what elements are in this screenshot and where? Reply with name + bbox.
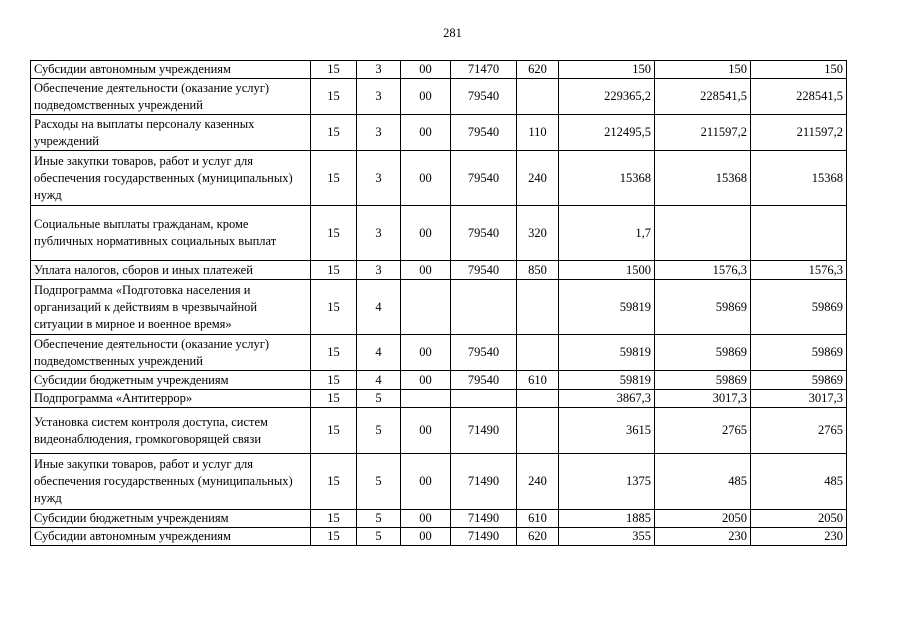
amount-year-3: 211597,2 — [751, 115, 847, 151]
code-target: 79540 — [451, 79, 517, 115]
table-row — [31, 115, 847, 151]
code-section: 4 — [357, 371, 401, 390]
amount-year-2: 485 — [655, 454, 751, 510]
table-row — [31, 528, 847, 546]
code-subsection: 00 — [401, 206, 451, 261]
code-target — [451, 280, 517, 335]
budget-table — [30, 60, 847, 546]
row-name: Обеспечение деятельности (оказание услуг) подведомственных учреждений — [31, 79, 311, 115]
code-ministry: 15 — [311, 335, 357, 371]
table-row — [31, 510, 847, 528]
table-row — [31, 454, 847, 510]
amount-year-3: 485 — [751, 454, 847, 510]
code-expense-type: 320 — [517, 206, 559, 261]
code-target: 71490 — [451, 408, 517, 454]
code-subsection — [401, 390, 451, 408]
amount-year-1: 355 — [559, 528, 655, 546]
code-section: 5 — [357, 408, 401, 454]
amount-year-2: 150 — [655, 61, 751, 79]
amount-year-1: 1500 — [559, 261, 655, 280]
amount-year-1: 1885 — [559, 510, 655, 528]
code-target: 79540 — [451, 371, 517, 390]
code-subsection: 00 — [401, 115, 451, 151]
code-target: 71490 — [451, 528, 517, 546]
row-name: Обеспечение деятельности (оказание услуг) подведомственных учреждений — [31, 335, 311, 371]
amount-year-1: 3615 — [559, 408, 655, 454]
amount-year-3: 150 — [751, 61, 847, 79]
code-subsection — [401, 280, 451, 335]
code-subsection: 00 — [401, 528, 451, 546]
code-section: 5 — [357, 390, 401, 408]
row-name: Подпрограмма «Подготовка населения и организаций к действиям в чрезвычайной ситуации в мирное и военное время» — [31, 280, 311, 335]
code-section: 3 — [357, 206, 401, 261]
amount-year-3: 3017,3 — [751, 390, 847, 408]
amount-year-3: 1576,3 — [751, 261, 847, 280]
amount-year-3: 228541,5 — [751, 79, 847, 115]
amount-year-1: 59819 — [559, 280, 655, 335]
code-subsection: 00 — [401, 454, 451, 510]
code-expense-type — [517, 79, 559, 115]
amount-year-1: 229365,2 — [559, 79, 655, 115]
code-ministry: 15 — [311, 390, 357, 408]
amount-year-3 — [751, 206, 847, 261]
code-ministry: 15 — [311, 151, 357, 206]
code-subsection: 00 — [401, 371, 451, 390]
amount-year-2: 1576,3 — [655, 261, 751, 280]
amount-year-3: 59869 — [751, 335, 847, 371]
code-subsection: 00 — [401, 510, 451, 528]
row-name: Уплата налогов, сборов и иных платежей — [31, 261, 311, 280]
table-row — [31, 280, 847, 335]
code-expense-type: 240 — [517, 454, 559, 510]
row-name: Субсидии бюджетным учреждениям — [31, 510, 311, 528]
code-target: 79540 — [451, 115, 517, 151]
amount-year-3: 59869 — [751, 371, 847, 390]
table-row — [31, 335, 847, 371]
table-row — [31, 390, 847, 408]
code-subsection: 00 — [401, 408, 451, 454]
table-row — [31, 408, 847, 454]
code-ministry: 15 — [311, 61, 357, 79]
code-section: 5 — [357, 528, 401, 546]
amount-year-2: 59869 — [655, 280, 751, 335]
code-target: 79540 — [451, 151, 517, 206]
code-section: 3 — [357, 261, 401, 280]
code-ministry: 15 — [311, 261, 357, 280]
code-section: 3 — [357, 61, 401, 79]
amount-year-1: 15368 — [559, 151, 655, 206]
code-subsection: 00 — [401, 61, 451, 79]
amount-year-1: 59819 — [559, 371, 655, 390]
code-ministry: 15 — [311, 79, 357, 115]
amount-year-1: 3867,3 — [559, 390, 655, 408]
row-name: Субсидии бюджетным учреждениям — [31, 371, 311, 390]
page-number: 281 — [443, 26, 462, 40]
code-subsection: 00 — [401, 151, 451, 206]
row-name: Иные закупки товаров, работ и услуг для обеспечения государственных (муниципальных) нужд — [31, 151, 311, 206]
code-subsection: 00 — [401, 79, 451, 115]
amount-year-2: 2765 — [655, 408, 751, 454]
code-ministry: 15 — [311, 206, 357, 261]
amount-year-2: 3017,3 — [655, 390, 751, 408]
amount-year-3: 15368 — [751, 151, 847, 206]
table-row — [31, 261, 847, 280]
code-expense-type — [517, 408, 559, 454]
amount-year-2: 2050 — [655, 510, 751, 528]
code-ministry: 15 — [311, 510, 357, 528]
code-expense-type — [517, 280, 559, 335]
code-ministry: 15 — [311, 371, 357, 390]
amount-year-1: 1,7 — [559, 206, 655, 261]
amount-year-3: 2765 — [751, 408, 847, 454]
code-target: 71490 — [451, 454, 517, 510]
code-section: 3 — [357, 151, 401, 206]
row-name: Социальные выплаты гражданам, кроме публичных нормативных социальных выплат — [31, 206, 311, 261]
row-name: Установка систем контроля доступа, систем видеонаблюдения, громкоговорящей связи — [31, 408, 311, 454]
code-expense-type — [517, 390, 559, 408]
code-target — [451, 390, 517, 408]
code-expense-type: 620 — [517, 61, 559, 79]
row-name: Субсидии автономным учреждениям — [31, 528, 311, 546]
row-name: Подпрограмма «Антитеррор» — [31, 390, 311, 408]
code-ministry: 15 — [311, 115, 357, 151]
code-expense-type: 610 — [517, 510, 559, 528]
amount-year-2: 15368 — [655, 151, 751, 206]
table-row — [31, 371, 847, 390]
code-expense-type: 110 — [517, 115, 559, 151]
amount-year-1: 59819 — [559, 335, 655, 371]
table-row — [31, 61, 847, 79]
amount-year-2: 211597,2 — [655, 115, 751, 151]
row-name: Расходы на выплаты персоналу казенных учреждений — [31, 115, 311, 151]
code-section: 4 — [357, 280, 401, 335]
code-target: 79540 — [451, 335, 517, 371]
code-expense-type: 240 — [517, 151, 559, 206]
code-subsection: 00 — [401, 261, 451, 280]
code-ministry: 15 — [311, 408, 357, 454]
row-name: Иные закупки товаров, работ и услуг для обеспечения государственных (муниципальных) нужд — [31, 454, 311, 510]
amount-year-2: 230 — [655, 528, 751, 546]
code-ministry: 15 — [311, 528, 357, 546]
amount-year-1: 1375 — [559, 454, 655, 510]
code-subsection: 00 — [401, 335, 451, 371]
amount-year-2: 59869 — [655, 371, 751, 390]
code-target: 79540 — [451, 206, 517, 261]
code-expense-type: 850 — [517, 261, 559, 280]
code-section: 4 — [357, 335, 401, 371]
amount-year-2: 228541,5 — [655, 79, 751, 115]
amount-year-3: 230 — [751, 528, 847, 546]
code-target: 79540 — [451, 261, 517, 280]
amount-year-3: 2050 — [751, 510, 847, 528]
amount-year-1: 150 — [559, 61, 655, 79]
code-target: 71470 — [451, 61, 517, 79]
row-name: Субсидии автономным учреждениям — [31, 61, 311, 79]
code-ministry: 15 — [311, 280, 357, 335]
table-row — [31, 151, 847, 206]
code-section: 5 — [357, 454, 401, 510]
code-ministry: 15 — [311, 454, 357, 510]
amount-year-3: 59869 — [751, 280, 847, 335]
table-row — [31, 206, 847, 261]
code-expense-type: 620 — [517, 528, 559, 546]
code-expense-type: 610 — [517, 371, 559, 390]
amount-year-2: 59869 — [655, 335, 751, 371]
code-section: 5 — [357, 510, 401, 528]
code-section: 3 — [357, 79, 401, 115]
amount-year-2 — [655, 206, 751, 261]
table-row — [31, 79, 847, 115]
amount-year-1: 212495,5 — [559, 115, 655, 151]
code-target: 71490 — [451, 510, 517, 528]
code-section: 3 — [357, 115, 401, 151]
code-expense-type — [517, 335, 559, 371]
